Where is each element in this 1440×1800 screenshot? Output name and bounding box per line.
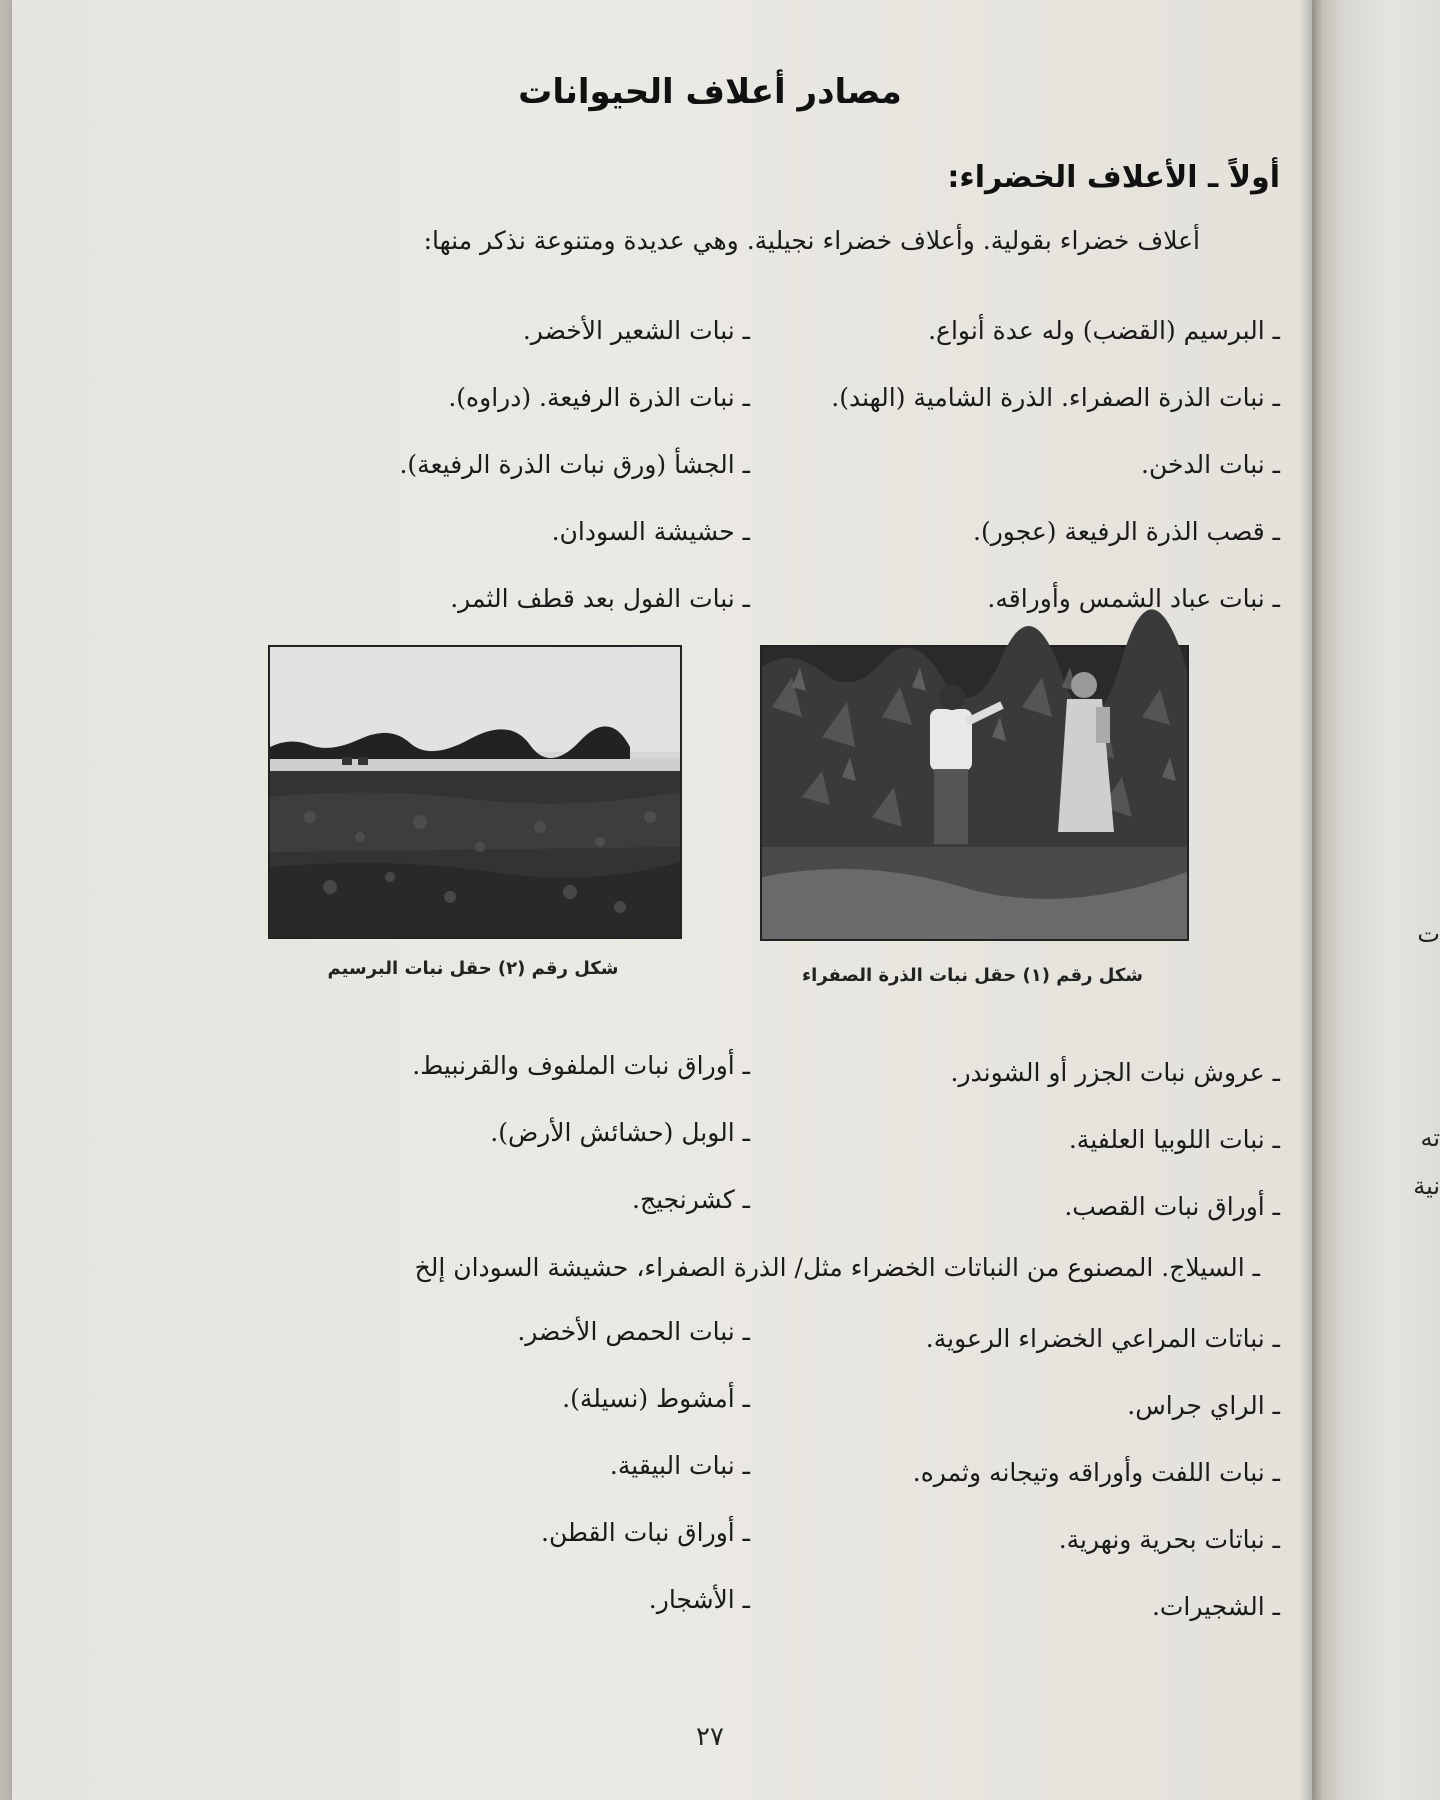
list-item: ـ نبات اللفت وأوراقه وتيجانه وثمره. bbox=[912, 1458, 1280, 1487]
list-item: ـ أوراق نبات القصب. bbox=[1064, 1192, 1280, 1221]
list-item: ـ أمشوط (نسيلة). bbox=[562, 1384, 750, 1413]
list-item: ـ نباتات المراعي الخضراء الرعوية. bbox=[925, 1324, 1280, 1353]
list-item: ـ الأشجار. bbox=[648, 1585, 750, 1614]
list-item: ـ قصب الذرة الرفيعة (عجور). bbox=[973, 517, 1280, 546]
page-title: مصادر أعلاف الحيوانات bbox=[518, 72, 902, 112]
list-item: ـ نبات عباد الشمس وأوراقه. bbox=[987, 584, 1280, 613]
list-item: ـ نبات الدخن. bbox=[1141, 450, 1280, 479]
figure-2-clover-field-photo bbox=[268, 645, 682, 939]
next-page-fragment-1: ت bbox=[1417, 920, 1440, 948]
list-item-full-width: ـ السيلاج. المصنوع من النباتات الخضراء مثل/ الذرة الصفراء، حشيشة السودان إلخ bbox=[414, 1253, 1260, 1282]
figure-1-corn-field-photo bbox=[760, 645, 1189, 941]
figure-2-caption: شكل رقم (٢) حقل نبات البرسيم bbox=[327, 958, 619, 979]
list-item: ـ نبات الذرة الصفراء. الذرة الشامية (الهند). bbox=[831, 383, 1280, 412]
page-number: ٢٧ bbox=[696, 1722, 724, 1752]
list-item: ـ نبات البيقية. bbox=[609, 1451, 750, 1480]
next-page-fragment-2: ته bbox=[1420, 1124, 1440, 1152]
list-item: ـ الجشأ (ورق نبات الذرة الرفيعة). bbox=[399, 450, 750, 479]
section-heading: أولاً ـ الأعلاف الخضراء: bbox=[947, 160, 1280, 195]
list-item: ـ الراي جراس. bbox=[1127, 1391, 1280, 1420]
list-item: ـ البرسيم (القضب) وله عدة أنواع. bbox=[928, 316, 1280, 345]
list-item: ـ نبات الفول بعد قطف الثمر. bbox=[450, 584, 750, 613]
list-item: ـ نبات اللوبيا العلفية. bbox=[1068, 1125, 1280, 1154]
list-item: ـ حشيشة السودان. bbox=[551, 517, 750, 546]
list-item: ـ نبات الحمص الأخضر. bbox=[517, 1317, 750, 1346]
list-item: ـ الوبل (حشائش الأرض). bbox=[490, 1118, 750, 1147]
list-item: ـ كشرنجيج. bbox=[632, 1185, 750, 1214]
list-item: ـ نبات الشعير الأخضر. bbox=[522, 316, 750, 345]
list-item: ـ أوراق نبات القطن. bbox=[541, 1518, 750, 1547]
list-item: ـ الشجيرات. bbox=[1151, 1592, 1280, 1621]
list-item: ـ عروش نبات الجزر أو الشوندر. bbox=[950, 1058, 1280, 1087]
page-gutter-shadow bbox=[1300, 0, 1322, 1800]
intro-line: أعلاف خضراء بقولية. وأعلاف خضراء نجيلية. وهي عديدة ومتنوعة نذكر منها: bbox=[423, 226, 1200, 255]
list-item: ـ أوراق نبات الملفوف والقرنبيط. bbox=[412, 1051, 750, 1080]
figure-1-caption: شكل رقم (١) حقل نبات الذرة الصفراء bbox=[801, 965, 1143, 986]
list-item: ـ نباتات بحرية ونهرية. bbox=[1058, 1525, 1280, 1554]
next-page-strip bbox=[1312, 0, 1440, 1800]
list-item: ـ نبات الذرة الرفيعة. (دراوه). bbox=[448, 383, 750, 412]
next-page-fragment-3: نية bbox=[1413, 1172, 1440, 1200]
